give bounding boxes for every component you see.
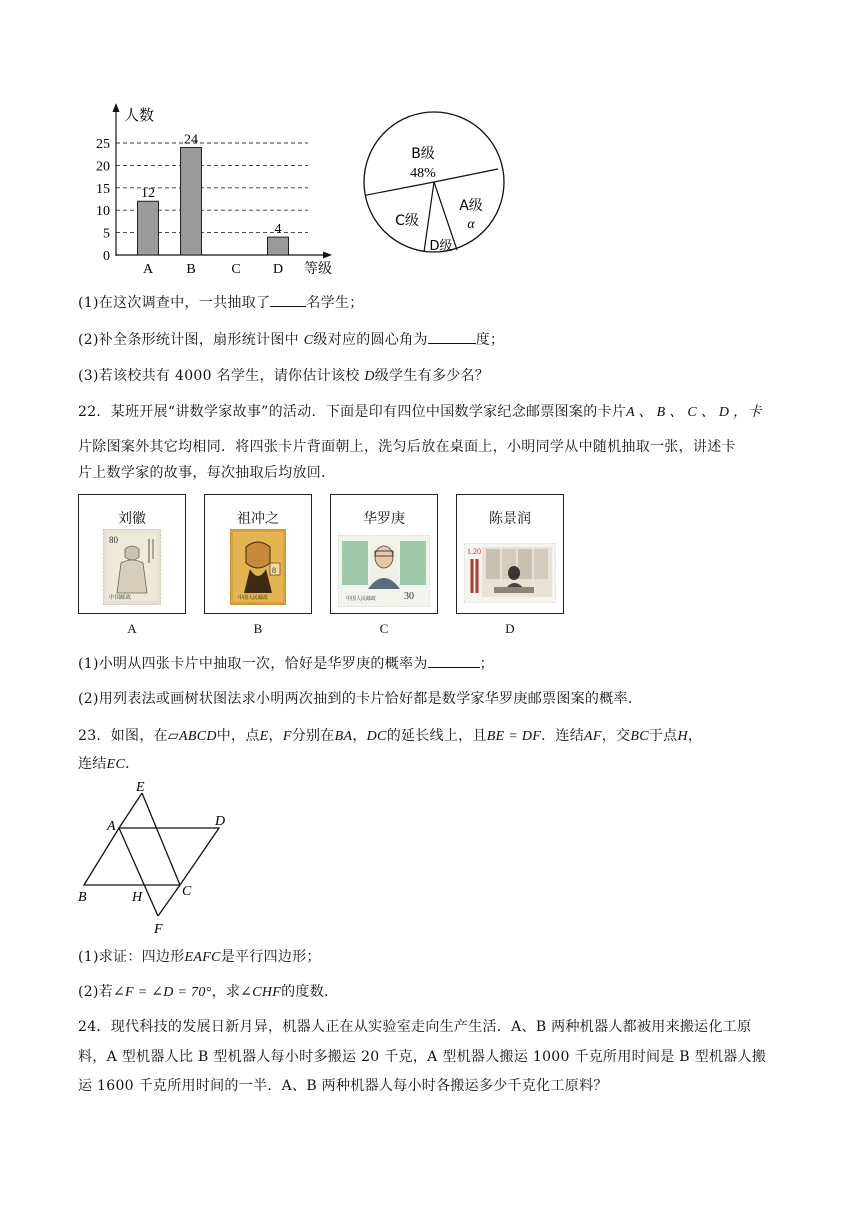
q22-line1-text: 22．某班开展“讲数学家故事”的活动．下面是印有四位中国数学家纪念邮票图案的卡片 — [78, 404, 627, 420]
q24-line1-tail: A、B 两种机器人都被用来搬运化工原 — [511, 1019, 752, 1035]
q23-part1-math: EAFC — [184, 950, 221, 965]
q23-part2-text: (2)若 — [78, 984, 114, 1000]
bar-data-label: 12 — [141, 186, 155, 202]
q21-part1-text: (1)在这次调查中，一共抽取了 — [78, 295, 271, 311]
zu-chongzhi-stamp-image — [230, 529, 286, 605]
q21-part2-var: C — [303, 333, 314, 348]
q22-part2: (2)用列表法或画树状图法求小明两次抽到的卡片恰好都是数学家华罗庚邮票图案的概率． — [78, 691, 643, 707]
q21-part3-text: (3)若该校共有 4000 名学生，请你估计该校 — [78, 368, 360, 384]
q21-part2-text2: 级对应的圆心角为 — [313, 332, 428, 348]
chen-jingrun-stamp-image — [464, 543, 556, 603]
q23-text: ， — [268, 728, 283, 744]
q23-part2-math: ∠F = ∠D = 70° — [113, 985, 212, 1000]
answer-blank — [428, 331, 476, 344]
parallelogram-diagram — [70, 778, 245, 938]
q22-line3: 片上数学家的故事，每次抽取后均放回． — [78, 465, 336, 481]
q22-part1-text: (1)小明从四张卡片中抽取一次，恰好是华罗庚的概率为 — [78, 656, 428, 672]
pie-value-a: α — [467, 217, 475, 232]
answer-blank — [270, 294, 306, 307]
q23-part2-math2: ∠CHF — [240, 985, 282, 1000]
q21-part2 — [78, 331, 504, 350]
q23-math: BC — [630, 729, 649, 744]
q23-text: 于点 — [648, 728, 678, 744]
x-tick-label: B — [186, 262, 196, 277]
q23-part2-tail: 的度数． — [281, 984, 339, 1000]
q22-part1 — [78, 655, 494, 673]
q24-line3: 运 1600 千克所用时间的一半．A、B 两种机器人每小时各搬运多少千克化工原料？ — [78, 1078, 608, 1094]
answer-blank — [428, 655, 480, 668]
stamp-value: 1.20 — [467, 547, 481, 556]
q22-line2: 片除图案外其它均相同．将四张卡片背面朝上，洗匀后放在桌面上，小明同学从中随机抽取一张，讲述卡 — [78, 439, 736, 455]
stamp-country: 中国邮政 — [109, 595, 132, 601]
q23-text: 的延长线上，且 — [386, 728, 487, 744]
pie-label-b: B级 — [411, 146, 435, 162]
q21-part2-tail: 度； — [475, 332, 505, 348]
q23-text: ，交 — [601, 728, 631, 744]
q23-text: 连结 — [78, 756, 107, 772]
q23-part2-text2: ，求 — [211, 984, 241, 1000]
bar — [268, 237, 289, 255]
q22-line1 — [78, 403, 762, 422]
y-tick-label: 20 — [96, 159, 110, 175]
q23-text: ． — [125, 756, 140, 772]
stamp-country: 中国人民邮政 — [346, 596, 377, 602]
x-tick-label: A — [142, 262, 154, 277]
y-axis-title: 人数 — [124, 106, 155, 124]
stamp-value: 80 — [109, 535, 118, 545]
stamp-value: 8 — [272, 566, 276, 575]
q23-text: 中，点 — [216, 728, 260, 744]
vertex-label-d: D — [215, 814, 226, 829]
vertex-label-c: C — [182, 884, 192, 899]
stamp-card-d — [456, 494, 564, 614]
stamp-card-b — [204, 494, 312, 614]
stamp-country: 中国人民邮政 — [238, 595, 269, 601]
stamp-value: 30 — [404, 591, 414, 602]
q23-math: H — [677, 729, 688, 744]
pie-chart — [360, 100, 520, 270]
y-tick-label: 10 — [96, 204, 110, 220]
x-axis-title: 等级 — [304, 261, 332, 277]
q23-math: EC — [106, 757, 126, 772]
vertex-label-a: A — [107, 819, 116, 834]
q23-part2 — [78, 983, 338, 1002]
x-tick-label: D — [272, 262, 284, 277]
q24-line1-text: 24．现代科技的发展日新月异，机器人正在从实验室走向生产生活． — [78, 1019, 512, 1035]
hua-luogeng-stamp-image — [338, 535, 430, 607]
bar-data-label: 24 — [184, 132, 198, 148]
q23-part1 — [78, 948, 321, 967]
q21-part3 — [78, 367, 489, 386]
q23-text: 分别在 — [291, 728, 335, 744]
q23-text: ， — [352, 728, 367, 744]
q22-line1-tail: A 、 B 、 C 、 D ，卡 — [626, 405, 762, 420]
q23-text: ， — [687, 728, 703, 744]
q23-math: DC — [366, 729, 387, 744]
q24-line2: 料，A 型机器人比 B 型机器人每小时多搬运 20 千克，A 型机器人搬运 1000 千克所用时间是 B 型机器人搬 — [78, 1049, 767, 1065]
q23-math: ▱ABCD — [167, 729, 217, 744]
card-label-b: B — [253, 621, 263, 636]
card-label-a: A — [127, 621, 137, 636]
segment-ae — [119, 793, 142, 828]
liu-hui-stamp-image — [103, 529, 161, 605]
card-label-d: D — [505, 621, 515, 636]
x-tick-label: C — [231, 262, 241, 277]
q23-part1-tail: 是平行四边形； — [220, 949, 321, 965]
q23-part1-text: (1)求证：四边形 — [78, 949, 185, 965]
card-name: 刘徽 — [118, 511, 146, 527]
y-tick-label: 15 — [96, 181, 110, 197]
bar — [181, 147, 202, 255]
bar-data-label: 4 — [274, 222, 282, 238]
card-label-c: C — [379, 621, 389, 636]
q21-part1 — [78, 294, 364, 312]
pie-label-d: D级 — [429, 239, 453, 254]
vertex-label-h: H — [132, 890, 143, 905]
q23-text: ．连结 — [541, 728, 585, 744]
q23-math: BA — [334, 729, 353, 744]
q23-math: BE = DF — [486, 729, 542, 744]
y-tick-label: 5 — [103, 226, 110, 242]
stamp-card-a — [78, 494, 186, 614]
card-name: 祖冲之 — [237, 511, 279, 527]
q23-text: 23．如图，在 — [78, 728, 168, 744]
y-axis-arrow-icon — [113, 103, 120, 112]
pie-label-c: C级 — [395, 213, 419, 229]
segment-cf — [158, 885, 180, 916]
bar — [138, 201, 159, 255]
q23-line2 — [78, 755, 139, 774]
q23-math: F — [282, 729, 292, 744]
q23-math: E — [259, 729, 269, 744]
card-name: 华罗庚 — [363, 511, 405, 527]
q24-line1 — [78, 1018, 751, 1036]
q21-part3-var: D — [364, 369, 375, 384]
vertex-label-e: E — [136, 780, 145, 795]
pie-value-b: 48% — [410, 166, 436, 181]
q23-math: AF — [584, 729, 602, 744]
segment-ec — [142, 793, 180, 885]
pie-label-a: A级 — [459, 198, 483, 214]
vertex-label-f: F — [154, 922, 163, 937]
y-tick-label: 0 — [103, 249, 110, 264]
q22-part1-tail: ； — [479, 656, 494, 672]
q21-part1-tail: 名学生； — [306, 295, 364, 311]
q21-part2-text: (2)补全条形统计图，扇形统计图中 — [78, 332, 299, 348]
q23-line1 — [78, 727, 702, 746]
q21-part3-tail: 级学生有多少名？ — [374, 368, 490, 384]
parallelogram-abcd — [84, 828, 219, 885]
card-name: 陈景润 — [489, 511, 531, 527]
x-axis-arrow-icon — [323, 252, 332, 259]
bar-chart — [96, 100, 346, 280]
vertex-label-b: B — [78, 890, 87, 905]
stamp-card-c — [330, 494, 438, 614]
y-tick-label: 25 — [96, 137, 110, 152]
